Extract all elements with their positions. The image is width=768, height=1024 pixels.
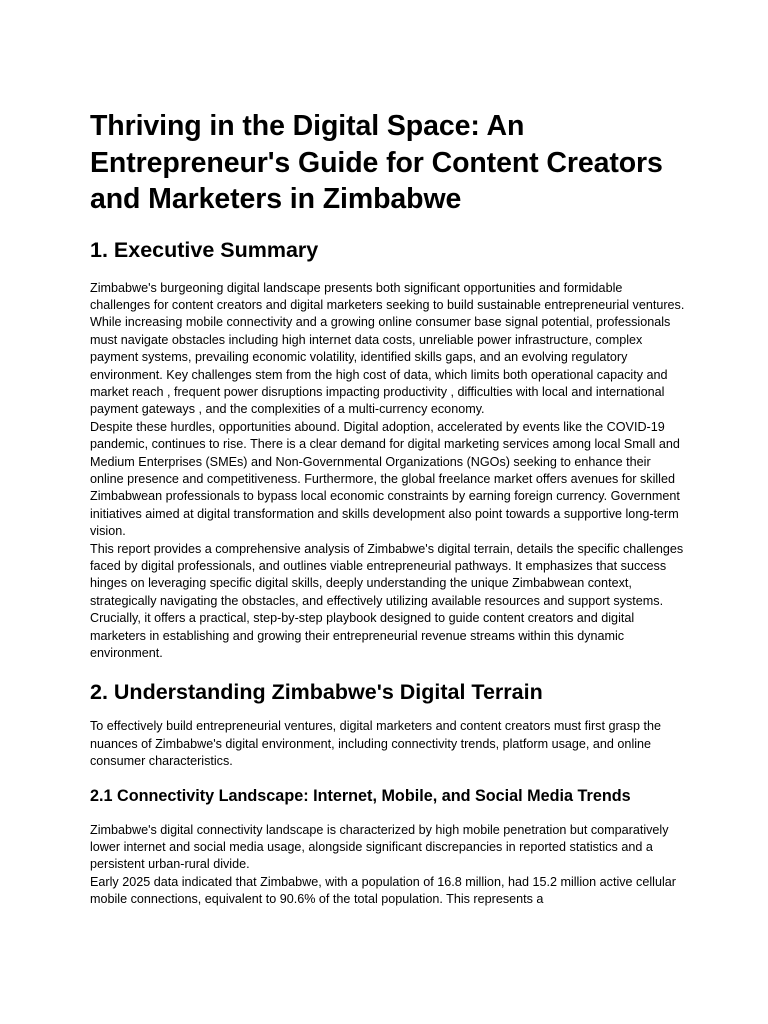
section-heading-executive-summary: 1. Executive Summary xyxy=(90,237,319,262)
paragraph: Despite these hurdles, opportunities abound. Digital adoption, accelerated by events like the COVID-19 pandemic, continues to rise. There is a clear demand for digital marketing services among local Small and Medium Enterprises (SMEs) and Non-Governmental Organizations (NGOs) seeking to enhance their online presence and competitiveness. Furthermore, the global freelance market offers avenues for skilled Zimbabwean professionals to bypass local economic constraints by earning foreign currency. Government initiatives aimed at digital transformation and skills development also point towards a supportive long-term vision. xyxy=(90,419,680,539)
paragraph: Zimbabwe's digital connectivity landscape is characterized by high mobile penetration but comparatively lower internet and social media usage, alongside significant discrepancies in reported statistics and a persistent urban-rural divide. xyxy=(90,822,669,872)
paragraph: To effectively build entrepreneurial ventures, digital marketers and content creators must first grasp the nuances of Zimbabwe's digital environment, including connectivity trends, platform usage, and online consumer characteristics. xyxy=(90,719,661,769)
subsection-heading-connectivity: 2.1 Connectivity Landscape: Internet, Mobile, and Social Media Trends xyxy=(90,786,631,805)
paragraph: This report provides a comprehensive analysis of Zimbabwe's digital terrain, details the specific challenges faced by digital professionals, and outlines viable entrepreneurial pathways. It emphasizes that success hinges on leveraging specific digital skills, deeply understanding the unique Zimbabwean context, strategically navigating the obstacles, and effectively utilizing available resources and support systems. Crucially, it offers a practical, step-by-step playbook designed to guide content creators and digital marketers in establishing and growing their entrepreneurial revenue streams within this dynamic environment. xyxy=(90,541,684,661)
document-body xyxy=(90,108,686,909)
document-title: Thriving in the Digital Space: An Entrepreneur's Guide for Content Creators and Marketers in Zimbabwe xyxy=(90,110,663,215)
section-heading-digital-terrain: 2. Understanding Zimbabwe's Digital Terrain xyxy=(90,680,543,705)
paragraph: Early 2025 data indicated that Zimbabwe, with a population of 16.8 million, had 15.2 million active cellular mobile connections, equivalent to 90.6% of the total population. This represents a xyxy=(90,874,676,907)
paragraph: Zimbabwe's burgeoning digital landscape presents both significant opportunities and formidable challenges for content creators and digital marketers seeking to build sustainable entrepreneurial ventures. While increasing mobile connectivity and a growing online consumer base signal potential, professionals must navigate obstacles including high internet data costs, unreliable power infrastructure, complex payment systems, prevailing economic volatility, identified skills gaps, and an evolving regulatory environment. Key challenges stem from the high cost of data, which limits both operational capacity and market reach , frequent power disruptions impacting productivity , difficulties with local and international payment gateways , and the complexities of a multi-currency economy. xyxy=(90,280,685,417)
